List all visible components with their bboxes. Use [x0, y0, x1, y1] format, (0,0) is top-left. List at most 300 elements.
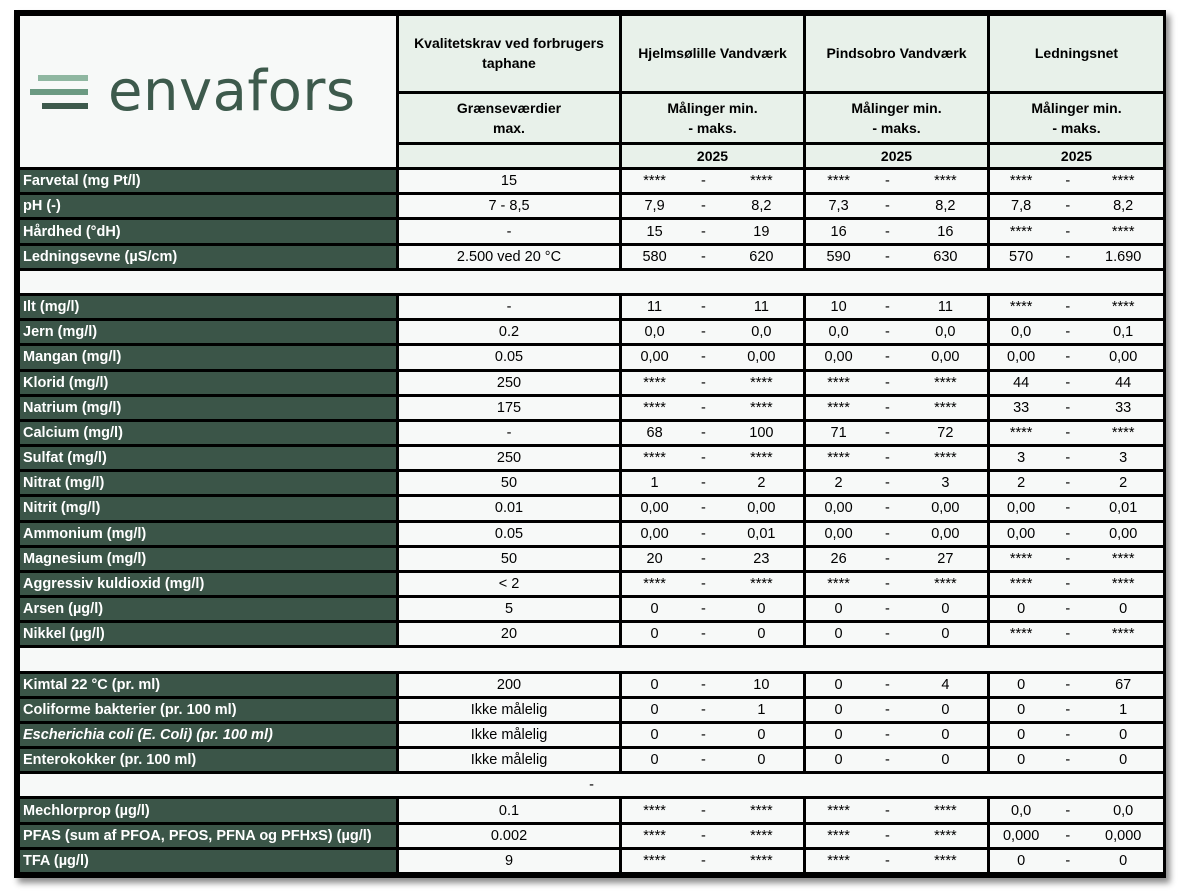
min-value: **** — [827, 852, 850, 869]
measurement-cell — [622, 195, 803, 217]
range-separator: - — [1065, 626, 1071, 643]
range-separator: - — [885, 601, 890, 618]
max-value: 67 — [1115, 676, 1132, 693]
range-separator: - — [701, 450, 706, 467]
min-max-range — [990, 425, 1163, 441]
min-max-range — [806, 803, 987, 819]
min-max-range — [990, 551, 1163, 567]
section-gap — [20, 271, 1163, 293]
min-max-range — [622, 475, 803, 491]
max-value: 3 — [1119, 450, 1128, 467]
limit-value: 15 — [399, 170, 619, 192]
measurement-cell — [622, 447, 803, 469]
range-separator: - — [1065, 802, 1071, 819]
range-separator: - — [1065, 500, 1071, 517]
measurement-cell — [806, 220, 987, 242]
min-max-range — [806, 752, 987, 768]
min-value: 68 — [646, 424, 663, 441]
max-value: **** — [750, 450, 773, 467]
min-max-range — [622, 626, 803, 642]
measurement-cell — [622, 321, 803, 343]
max-value: **** — [934, 450, 957, 467]
limit-value: 0.002 — [399, 825, 619, 847]
range-separator: - — [701, 299, 706, 316]
min-max-range — [806, 526, 987, 542]
max-value: 0 — [1119, 752, 1128, 769]
measurement-cell — [622, 170, 803, 192]
year-2: 2025 — [806, 145, 987, 167]
max-value: 0 — [757, 752, 766, 769]
max-value: 0,000 — [1105, 827, 1142, 844]
measurement-cell — [990, 170, 1163, 192]
limit-value: 0.05 — [399, 346, 619, 368]
range-separator: - — [701, 802, 706, 819]
limit-value: - — [399, 422, 619, 444]
min-value: 0,00 — [640, 349, 669, 366]
limit-value: 250 — [399, 372, 619, 394]
min-max-range — [990, 677, 1163, 693]
table-row — [20, 598, 1163, 620]
measurement-cell — [622, 296, 803, 318]
measurement-cell — [806, 749, 987, 771]
measurement-cell — [622, 372, 803, 394]
min-max-range — [990, 450, 1163, 466]
min-max-range — [806, 677, 987, 693]
max-value: 630 — [933, 248, 958, 265]
min-max-range — [990, 198, 1163, 214]
table-row — [20, 623, 1163, 645]
min-value: **** — [643, 575, 666, 592]
measurement-cell — [806, 246, 987, 268]
range-separator: - — [1065, 324, 1071, 341]
min-max-range — [806, 224, 987, 240]
measurement-cell — [622, 573, 803, 595]
year-3: 2025 — [990, 145, 1163, 167]
min-max-range — [622, 198, 803, 214]
min-value: 71 — [830, 424, 847, 441]
range-separator: - — [701, 676, 706, 693]
min-max-range — [990, 500, 1163, 516]
parameter-label: Nitrat (mg/l) — [20, 472, 396, 494]
measurement-cell — [622, 850, 803, 872]
range-separator: - — [701, 575, 706, 592]
range-separator: - — [885, 299, 890, 316]
range-separator: - — [701, 374, 706, 391]
measurement-cell — [622, 246, 803, 268]
measurement-cell — [622, 472, 803, 494]
table-row — [20, 170, 1163, 192]
min-value: 15 — [646, 223, 663, 240]
max-value: **** — [1111, 424, 1135, 441]
min-value: 0 — [650, 626, 659, 643]
parameter-label: Ledningsevne (µS/cm) — [20, 246, 396, 268]
table-row — [20, 699, 1163, 721]
site-header-1: Hjelmsølille Vandværk — [622, 16, 803, 91]
parameter-label: Calcium (mg/l) — [20, 422, 396, 444]
measurement-cell — [806, 195, 987, 217]
table-row — [20, 674, 1163, 696]
measurement-cell — [806, 825, 987, 847]
range-separator: - — [701, 198, 706, 215]
range-separator: - — [701, 349, 706, 366]
max-value: **** — [934, 802, 957, 819]
parameter-label: Kimtal 22 °C (pr. ml) — [20, 674, 396, 696]
min-value: 570 — [1009, 248, 1034, 265]
min-max-range — [990, 375, 1163, 391]
min-max-range — [990, 475, 1163, 491]
measurement-cell — [622, 623, 803, 645]
parameter-label: Ilt (mg/l) — [20, 296, 396, 318]
table-row — [20, 825, 1163, 847]
limit-value: 2.500 ved 20 °C — [399, 246, 619, 268]
min-value: 0 — [1017, 701, 1026, 718]
measurement-cell — [806, 699, 987, 721]
parameter-label: Jern (mg/l) — [20, 321, 396, 343]
min-value: **** — [643, 827, 666, 844]
max-value: **** — [934, 173, 957, 190]
measurement-cell — [806, 170, 987, 192]
min-value: 0 — [1017, 676, 1026, 693]
parameter-label: Natrium (mg/l) — [20, 397, 396, 419]
min-value: **** — [827, 173, 850, 190]
min-value: **** — [827, 575, 850, 592]
measurement-cell — [806, 422, 987, 444]
measurement-cell — [622, 674, 803, 696]
min-max-range — [990, 400, 1163, 416]
max-value: **** — [1111, 626, 1135, 643]
water-quality-table-frame — [14, 10, 1166, 878]
max-value: 0,00 — [931, 525, 960, 542]
min-max-range — [622, 752, 803, 768]
limit-value: Ikke målelig — [399, 699, 619, 721]
min-max-range — [990, 224, 1163, 240]
max-value: 0 — [1119, 726, 1128, 743]
table-row — [20, 497, 1163, 519]
parameter-label: Nitrit (mg/l) — [20, 497, 396, 519]
min-value: 0,00 — [640, 500, 669, 517]
max-value: **** — [1111, 299, 1135, 316]
range-separator: - — [701, 852, 706, 869]
min-value: 0 — [1017, 852, 1026, 869]
min-value: **** — [643, 852, 666, 869]
min-value: 44 — [1013, 374, 1030, 391]
limit-value: Ikke målelig — [399, 749, 619, 771]
limit-value: 50 — [399, 472, 619, 494]
max-value: **** — [750, 374, 773, 391]
max-value: 8,2 — [935, 198, 956, 215]
limit-value: 0.2 — [399, 321, 619, 343]
max-value: 0,0 — [935, 324, 956, 341]
measurement-cell — [806, 548, 987, 570]
min-max-range — [806, 349, 987, 365]
parameter-label: Escherichia coli (E. Coli) (pr. 100 ml) — [20, 724, 396, 746]
min-max-range — [806, 601, 987, 617]
min-max-range — [990, 526, 1163, 542]
min-max-range — [806, 727, 987, 743]
max-value: 620 — [749, 248, 774, 265]
min-value: **** — [1009, 550, 1033, 567]
table-row — [20, 296, 1163, 318]
range-separator: - — [1065, 701, 1071, 718]
min-value: 3 — [1017, 450, 1026, 467]
min-value: 590 — [826, 248, 851, 265]
range-separator: - — [885, 676, 890, 693]
min-max-range — [806, 576, 987, 592]
max-value: 72 — [937, 424, 954, 441]
min-max-range — [806, 198, 987, 214]
parameter-label: PFAS (sum af PFOA, PFOS, PFNA og PFHxS) (µg/l) — [20, 825, 396, 847]
min-max-range — [806, 475, 987, 491]
max-value: **** — [750, 802, 773, 819]
measurement-cell — [622, 523, 803, 545]
measurement-cell — [990, 447, 1163, 469]
table-row — [20, 321, 1163, 343]
max-value: 11 — [753, 299, 769, 316]
max-value: **** — [934, 575, 957, 592]
min-value: 0,0 — [1011, 324, 1032, 341]
min-max-range — [622, 349, 803, 365]
measurement-cell — [622, 497, 803, 519]
min-value: **** — [643, 802, 666, 819]
min-value: 0,0 — [1011, 802, 1032, 819]
parameter-label: Farvetal (mg Pt/l) — [20, 170, 396, 192]
min-value: 0 — [650, 752, 659, 769]
range-separator: - — [1065, 752, 1071, 769]
max-value: **** — [750, 852, 773, 869]
min-value: **** — [643, 173, 666, 190]
table-row — [20, 246, 1163, 268]
max-value: 0 — [1119, 852, 1128, 869]
min-max-range — [990, 727, 1163, 743]
max-value: **** — [750, 399, 773, 416]
measurement-cell — [806, 321, 987, 343]
range-separator: - — [885, 550, 890, 567]
max-value: **** — [1111, 223, 1135, 240]
min-max-range — [990, 702, 1163, 718]
section-gap-row — [20, 271, 1163, 293]
min-value: 20 — [646, 550, 663, 567]
min-max-range — [990, 576, 1163, 592]
limit-subheader: Grænseværdier max. — [399, 94, 619, 142]
range-separator: - — [1065, 223, 1071, 240]
min-value: 0 — [834, 726, 843, 743]
min-max-range — [806, 324, 987, 340]
range-separator: - — [1065, 450, 1071, 467]
max-value: **** — [750, 575, 773, 592]
limit-value: - — [399, 220, 619, 242]
measurement-cell — [990, 422, 1163, 444]
min-max-range — [622, 702, 803, 718]
min-value: **** — [1009, 299, 1033, 316]
range-separator: - — [701, 550, 706, 567]
max-value: 1 — [1119, 701, 1128, 718]
range-separator: - — [885, 726, 890, 743]
section-gap-row — [20, 774, 1163, 796]
limit-value: 7 - 8,5 — [399, 195, 619, 217]
min-max-range — [622, 526, 803, 542]
max-value: 0 — [757, 726, 766, 743]
measurement-cell — [990, 246, 1163, 268]
range-separator: - — [885, 399, 890, 416]
max-value: 0 — [941, 701, 950, 718]
min-value: **** — [827, 399, 850, 416]
measurement-cell — [806, 372, 987, 394]
measurement-cell — [622, 825, 803, 847]
max-value: **** — [934, 827, 957, 844]
min-value: **** — [643, 399, 666, 416]
max-value: 10 — [753, 676, 770, 693]
range-separator: - — [885, 374, 890, 391]
table-row — [20, 472, 1163, 494]
measurement-cell — [990, 523, 1163, 545]
min-value: 10 — [830, 299, 847, 316]
range-separator: - — [885, 852, 890, 869]
parameter-label: Mechlorprop (µg/l) — [20, 799, 396, 821]
measurement-cell — [990, 372, 1163, 394]
max-value: 0,1 — [1113, 324, 1134, 341]
min-max-range — [622, 450, 803, 466]
measurement-cell — [806, 447, 987, 469]
range-separator: - — [885, 173, 890, 190]
min-value: 11 — [647, 299, 663, 316]
min-max-range — [622, 375, 803, 391]
min-max-range — [622, 324, 803, 340]
max-value: 0,00 — [931, 349, 960, 366]
parameter-label: Klorid (mg/l) — [20, 372, 396, 394]
min-max-range — [622, 249, 803, 265]
parameter-label: Hårdhed (°dH) — [20, 220, 396, 242]
parameter-label: Magnesium (mg/l) — [20, 548, 396, 570]
min-value: **** — [643, 374, 666, 391]
max-value: **** — [934, 399, 957, 416]
parameter-label: Sulfat (mg/l) — [20, 447, 396, 469]
min-max-range — [806, 500, 987, 516]
max-value: 4 — [941, 676, 950, 693]
table-row — [20, 573, 1163, 595]
measurement-cell — [622, 598, 803, 620]
range-separator: - — [1065, 575, 1071, 592]
max-value: 0,00 — [1109, 349, 1138, 366]
parameter-label: Aggressiv kuldioxid (mg/l) — [20, 573, 396, 595]
min-value: **** — [1009, 173, 1033, 190]
max-value: 0 — [941, 752, 950, 769]
min-value: 7,8 — [1011, 198, 1032, 215]
min-max-range — [806, 450, 987, 466]
table-row — [20, 799, 1163, 821]
min-value: 580 — [642, 248, 667, 265]
min-value: 0 — [834, 601, 843, 618]
min-max-range — [990, 299, 1163, 315]
measurement-cell — [990, 598, 1163, 620]
measurement-cell — [990, 548, 1163, 570]
max-value: 33 — [1115, 399, 1132, 416]
max-value: 0,00 — [931, 500, 960, 517]
max-value: 44 — [1115, 374, 1132, 391]
measurement-cell — [990, 497, 1163, 519]
max-value: 0,0 — [1113, 802, 1134, 819]
min-value: **** — [827, 374, 850, 391]
max-value: 0,01 — [747, 525, 776, 542]
min-max-range — [622, 224, 803, 240]
min-value: **** — [643, 450, 666, 467]
measurement-cell — [622, 799, 803, 821]
min-max-range — [622, 828, 803, 844]
max-value: 1 — [757, 701, 766, 718]
range-separator: - — [701, 701, 706, 718]
measurement-cell — [990, 472, 1163, 494]
measurement-cell — [806, 623, 987, 645]
limit-value: < 2 — [399, 573, 619, 595]
max-value: 0,00 — [747, 349, 776, 366]
min-value: 0,0 — [828, 324, 849, 341]
parameter-label: Arsen (µg/l) — [20, 598, 396, 620]
min-value: **** — [827, 827, 850, 844]
min-max-range — [990, 601, 1163, 617]
measurement-cell — [990, 699, 1163, 721]
range-separator: - — [885, 500, 890, 517]
range-separator: - — [885, 475, 890, 492]
limit-value: 0.01 — [399, 497, 619, 519]
measurement-cell — [990, 397, 1163, 419]
min-max-range — [990, 173, 1163, 189]
range-separator: - — [885, 827, 890, 844]
min-max-range — [990, 349, 1163, 365]
range-separator: - — [1065, 248, 1071, 265]
min-value: 0 — [1017, 752, 1026, 769]
range-separator: - — [701, 399, 706, 416]
min-max-range — [990, 853, 1163, 869]
max-value: 16 — [937, 223, 954, 240]
table-row — [20, 724, 1163, 746]
limit-header: Kvalitetskrav ved forbrugers taphane — [399, 16, 619, 91]
min-max-range — [806, 249, 987, 265]
range-separator: - — [1065, 550, 1071, 567]
min-max-range — [990, 752, 1163, 768]
max-value: **** — [1111, 550, 1135, 567]
min-value: 7,9 — [644, 198, 665, 215]
min-value: **** — [1009, 575, 1033, 592]
range-separator: - — [1065, 827, 1071, 844]
max-value: 27 — [937, 550, 954, 567]
min-max-range — [622, 677, 803, 693]
limit-value: 0.05 — [399, 523, 619, 545]
min-max-range — [806, 702, 987, 718]
range-separator: - — [885, 198, 890, 215]
table-row — [20, 195, 1163, 217]
measurement-cell — [806, 674, 987, 696]
min-max-range — [622, 173, 803, 189]
brand-name: envafors — [108, 58, 356, 124]
min-max-range — [806, 828, 987, 844]
parameter-label: Ammonium (mg/l) — [20, 523, 396, 545]
parameter-label: pH (-) — [20, 195, 396, 217]
min-value: 0,000 — [1002, 827, 1040, 844]
min-max-range — [806, 551, 987, 567]
site-subheader-2: Målinger min. - maks. — [806, 94, 987, 142]
measurement-cell — [806, 397, 987, 419]
range-separator: - — [885, 324, 890, 341]
min-max-range — [806, 375, 987, 391]
min-value: 0 — [1017, 601, 1026, 618]
measurement-cell — [990, 799, 1163, 821]
logo-cell — [20, 16, 396, 167]
water-quality-table — [17, 13, 1166, 875]
range-separator: - — [1065, 475, 1071, 492]
parameter-label: Nikkel (µg/l) — [20, 623, 396, 645]
range-separator: - — [701, 601, 706, 618]
range-separator: - — [1065, 173, 1071, 190]
range-separator: - — [701, 827, 706, 844]
